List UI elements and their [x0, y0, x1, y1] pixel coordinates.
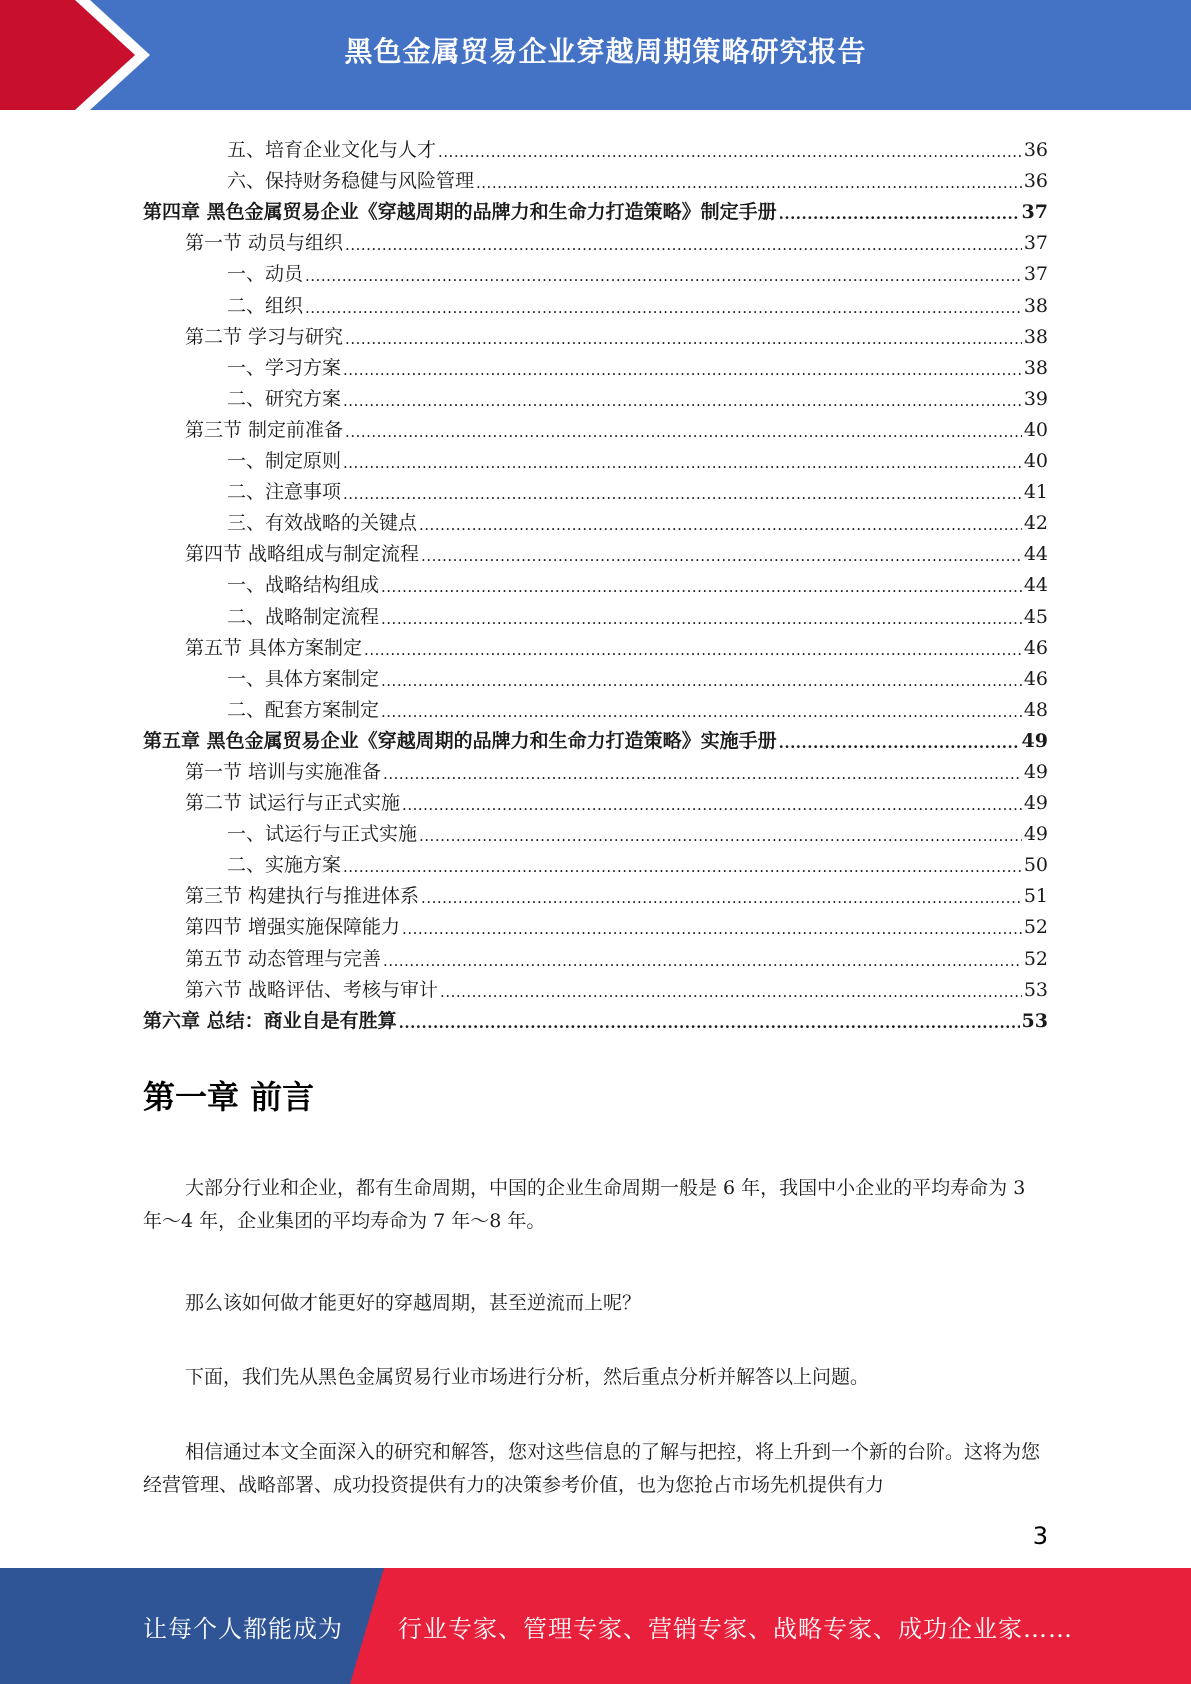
- toc-entry-page: 44: [1023, 574, 1048, 597]
- toc-entry[interactable]: [143, 223, 1048, 254]
- toc-entry-page: 41: [1023, 481, 1048, 504]
- toc-entry-page: 52: [1023, 916, 1048, 939]
- toc-leader-dots: [381, 610, 1022, 628]
- toc-entry[interactable]: [143, 503, 1048, 534]
- body-paragraph: [143, 1287, 1048, 1320]
- toc-leader-dots: [345, 423, 1022, 441]
- toc-entry-page: 53: [1023, 978, 1048, 1001]
- header-title: 黑色金属贸易企业穿越周期策略研究报告: [344, 35, 867, 68]
- toc-entry-page: 40: [1023, 450, 1048, 473]
- toc-leader-dots: [345, 236, 1022, 254]
- toc-entry[interactable]: [143, 876, 1048, 907]
- toc-entry-page: 49: [1023, 792, 1048, 815]
- toc-entry[interactable]: [143, 690, 1048, 721]
- toc-entry-label: 第三节 构建执行与推进体系: [185, 885, 420, 908]
- toc-entry-page: 50: [1023, 854, 1048, 877]
- toc-entry-label: 第四节 战略组成与制定流程: [185, 543, 420, 566]
- body-paragraph: [143, 1361, 1048, 1394]
- toc-entry-label: 一、学习方案: [227, 356, 342, 379]
- toc-entry[interactable]: [143, 970, 1048, 1001]
- toc-leader-dots: [383, 765, 1022, 783]
- toc-entry-label: 二、组织: [227, 294, 304, 317]
- toc-leader-dots: [383, 952, 1022, 970]
- toc-entry[interactable]: [143, 907, 1048, 938]
- page-footer: [0, 1568, 1191, 1684]
- toc-leader-dots: [476, 174, 1022, 192]
- toc-entry-label: 第三节 制定前准备: [185, 418, 344, 441]
- toc-entry-label: 一、制定原则: [227, 450, 342, 473]
- toc-entry[interactable]: [143, 441, 1048, 472]
- toc-leader-dots: [779, 205, 1020, 223]
- toc-leader-dots: [779, 734, 1020, 752]
- toc-entry[interactable]: [143, 410, 1048, 441]
- toc-leader-dots: [419, 516, 1022, 534]
- toc-leader-dots: [381, 578, 1022, 596]
- toc-entry-page: 49: [1023, 823, 1048, 846]
- toc-entry[interactable]: [143, 379, 1048, 410]
- toc-entry[interactable]: [143, 596, 1048, 627]
- toc-leader-dots: [343, 485, 1022, 503]
- toc-entry[interactable]: [143, 938, 1048, 969]
- toc-entry-label: 第五节 动态管理与完善: [185, 947, 382, 970]
- toc-entry-label: 第四章 黑色金属贸易企业《穿越周期的品牌力和生命力打造策略》制定手册: [143, 201, 777, 224]
- toc-entry-page: 53: [1021, 1009, 1048, 1032]
- toc-entry[interactable]: [143, 192, 1048, 223]
- toc-leader-dots: [305, 299, 1022, 317]
- toc-entry[interactable]: [143, 565, 1048, 596]
- toc-entry-label: 一、试运行与正式实施: [227, 823, 418, 846]
- toc-entry-label: 第六节 战略评估、考核与审计: [185, 978, 439, 1001]
- toc-entry-page: 39: [1023, 387, 1048, 410]
- paragraph-1: 大部分行业和企业，都有生命周期，中国的企业生命周期一般是 6 年，我国中小企业的平均寿命为 3 年～4 年，企业集团的平均寿命为 7 年～8 年。: [143, 1177, 1026, 1232]
- toc-entry-label: 一、动员: [227, 263, 304, 286]
- toc-entry-label: 第一节 培训与实施准备: [185, 760, 382, 783]
- toc-entry[interactable]: [143, 628, 1048, 659]
- toc-entry-page: 51: [1023, 885, 1048, 908]
- toc-leader-dots: [381, 672, 1022, 690]
- toc-entry-label: 五、培育企业文化与人才: [227, 139, 437, 162]
- toc-entry-label: 第二节 学习与研究: [185, 325, 344, 348]
- toc-leader-dots: [438, 143, 1022, 161]
- toc-entry-page: 48: [1023, 698, 1048, 721]
- toc-entry[interactable]: [143, 845, 1048, 876]
- toc-entry-page: 52: [1023, 947, 1048, 970]
- toc-entry[interactable]: [143, 254, 1048, 285]
- toc-entry-page: 42: [1023, 512, 1048, 535]
- toc-entry[interactable]: [143, 285, 1048, 316]
- toc-entry-label: 六、保持财务稳健与风险管理: [227, 170, 475, 193]
- toc-entry[interactable]: [143, 130, 1048, 161]
- toc-leader-dots: [440, 983, 1022, 1001]
- toc-leader-dots: [402, 920, 1022, 938]
- toc-entry[interactable]: [143, 472, 1048, 503]
- toc-entry-label: 二、注意事项: [227, 481, 342, 504]
- toc-entry-page: 38: [1023, 294, 1048, 317]
- footer-slogan-left: 让每个人都能成为: [143, 1614, 343, 1643]
- toc-entry-label: 第五章 黑色金属贸易企业《穿越周期的品牌力和生命力打造策略》实施手册: [143, 729, 777, 752]
- toc-entry-page: 38: [1023, 325, 1048, 348]
- toc-entry-label: 第五节 具体方案制定: [185, 636, 363, 659]
- toc-entry-label: 二、战略制定流程: [227, 605, 380, 628]
- toc-entry-page: 40: [1023, 418, 1048, 441]
- toc-entry-label: 二、配套方案制定: [227, 698, 380, 721]
- toc-leader-dots: [345, 330, 1022, 348]
- toc-entry-page: 37: [1021, 201, 1048, 224]
- toc-leader-dots: [421, 889, 1022, 907]
- toc-entry-label: 第四节 增强实施保障能力: [185, 916, 401, 939]
- table-of-contents: [143, 130, 1048, 1032]
- toc-entry-label: 第六章 总结：商业自是有胜算: [143, 1009, 397, 1032]
- toc-entry[interactable]: [143, 1001, 1048, 1032]
- toc-entry[interactable]: [143, 783, 1048, 814]
- toc-entry-page: 36: [1023, 139, 1048, 162]
- paragraph-2: 那么该如何做才能更好的穿越周期，甚至逆流而上呢？: [185, 1292, 642, 1314]
- toc-leader-dots: [402, 796, 1022, 814]
- toc-leader-dots: [421, 547, 1022, 565]
- toc-entry-page: 49: [1021, 729, 1048, 752]
- toc-leader-dots: [343, 454, 1022, 472]
- toc-leader-dots: [381, 703, 1022, 721]
- toc-entry[interactable]: [143, 348, 1048, 379]
- paragraph-4: 相信通过本文全面深入的研究和解答，您对这些信息的了解与把控，将上升到一个新的台阶。这将为您经营管理、战略部署、成功投资提供有力的决策参考价值，也为您抢占市场先机提供有力: [143, 1441, 1041, 1496]
- toc-entry-label: 第一节 动员与组织: [185, 232, 344, 255]
- toc-leader-dots: [364, 641, 1022, 659]
- chapter-heading: 第一章 前言: [143, 1078, 315, 1116]
- toc-leader-dots: [343, 361, 1022, 379]
- toc-entry-page: 46: [1023, 636, 1048, 659]
- toc-entry-label: 二、实施方案: [227, 854, 342, 877]
- footer-slogan-right: 行业专家、管理专家、营销专家、战略专家、成功企业家……: [398, 1614, 1073, 1643]
- toc-entry-page: 36: [1023, 170, 1048, 193]
- toc-leader-dots: [305, 267, 1022, 285]
- toc-entry-page: 46: [1023, 667, 1048, 690]
- toc-entry-page: 45: [1023, 605, 1048, 628]
- toc-entry-page: 44: [1023, 543, 1048, 566]
- toc-leader-dots: [343, 858, 1022, 876]
- paragraph-3: 下面，我们先从黑色金属贸易行业市场进行分析，然后重点分析并解答以上问题。: [185, 1366, 870, 1388]
- toc-entry-page: 38: [1023, 356, 1048, 379]
- body-paragraph: [143, 1436, 1048, 1502]
- toc-entry[interactable]: [143, 161, 1048, 192]
- toc-entry-label: 一、具体方案制定: [227, 667, 380, 690]
- toc-entry-label: 二、研究方案: [227, 387, 342, 410]
- toc-entry[interactable]: [143, 659, 1048, 690]
- body-paragraph: [143, 1172, 1048, 1238]
- toc-entry-page: 49: [1023, 760, 1048, 783]
- toc-entry[interactable]: [143, 814, 1048, 845]
- toc-entry[interactable]: [143, 317, 1048, 348]
- toc-entry-label: 第二节 试运行与正式实施: [185, 792, 401, 815]
- toc-entry-label: 一、战略结构组成: [227, 574, 380, 597]
- page-header: [0, 0, 1191, 110]
- toc-leader-dots: [399, 1014, 1020, 1032]
- toc-leader-dots: [419, 827, 1022, 845]
- toc-entry[interactable]: [143, 752, 1048, 783]
- page-number: 3: [1032, 1522, 1048, 1550]
- toc-leader-dots: [343, 392, 1022, 410]
- toc-entry[interactable]: [143, 534, 1048, 565]
- toc-entry-page: 37: [1023, 232, 1048, 255]
- toc-entry[interactable]: [143, 721, 1048, 752]
- toc-entry-page: 37: [1023, 263, 1048, 286]
- toc-entry-label: 三、有效战略的关键点: [227, 512, 418, 535]
